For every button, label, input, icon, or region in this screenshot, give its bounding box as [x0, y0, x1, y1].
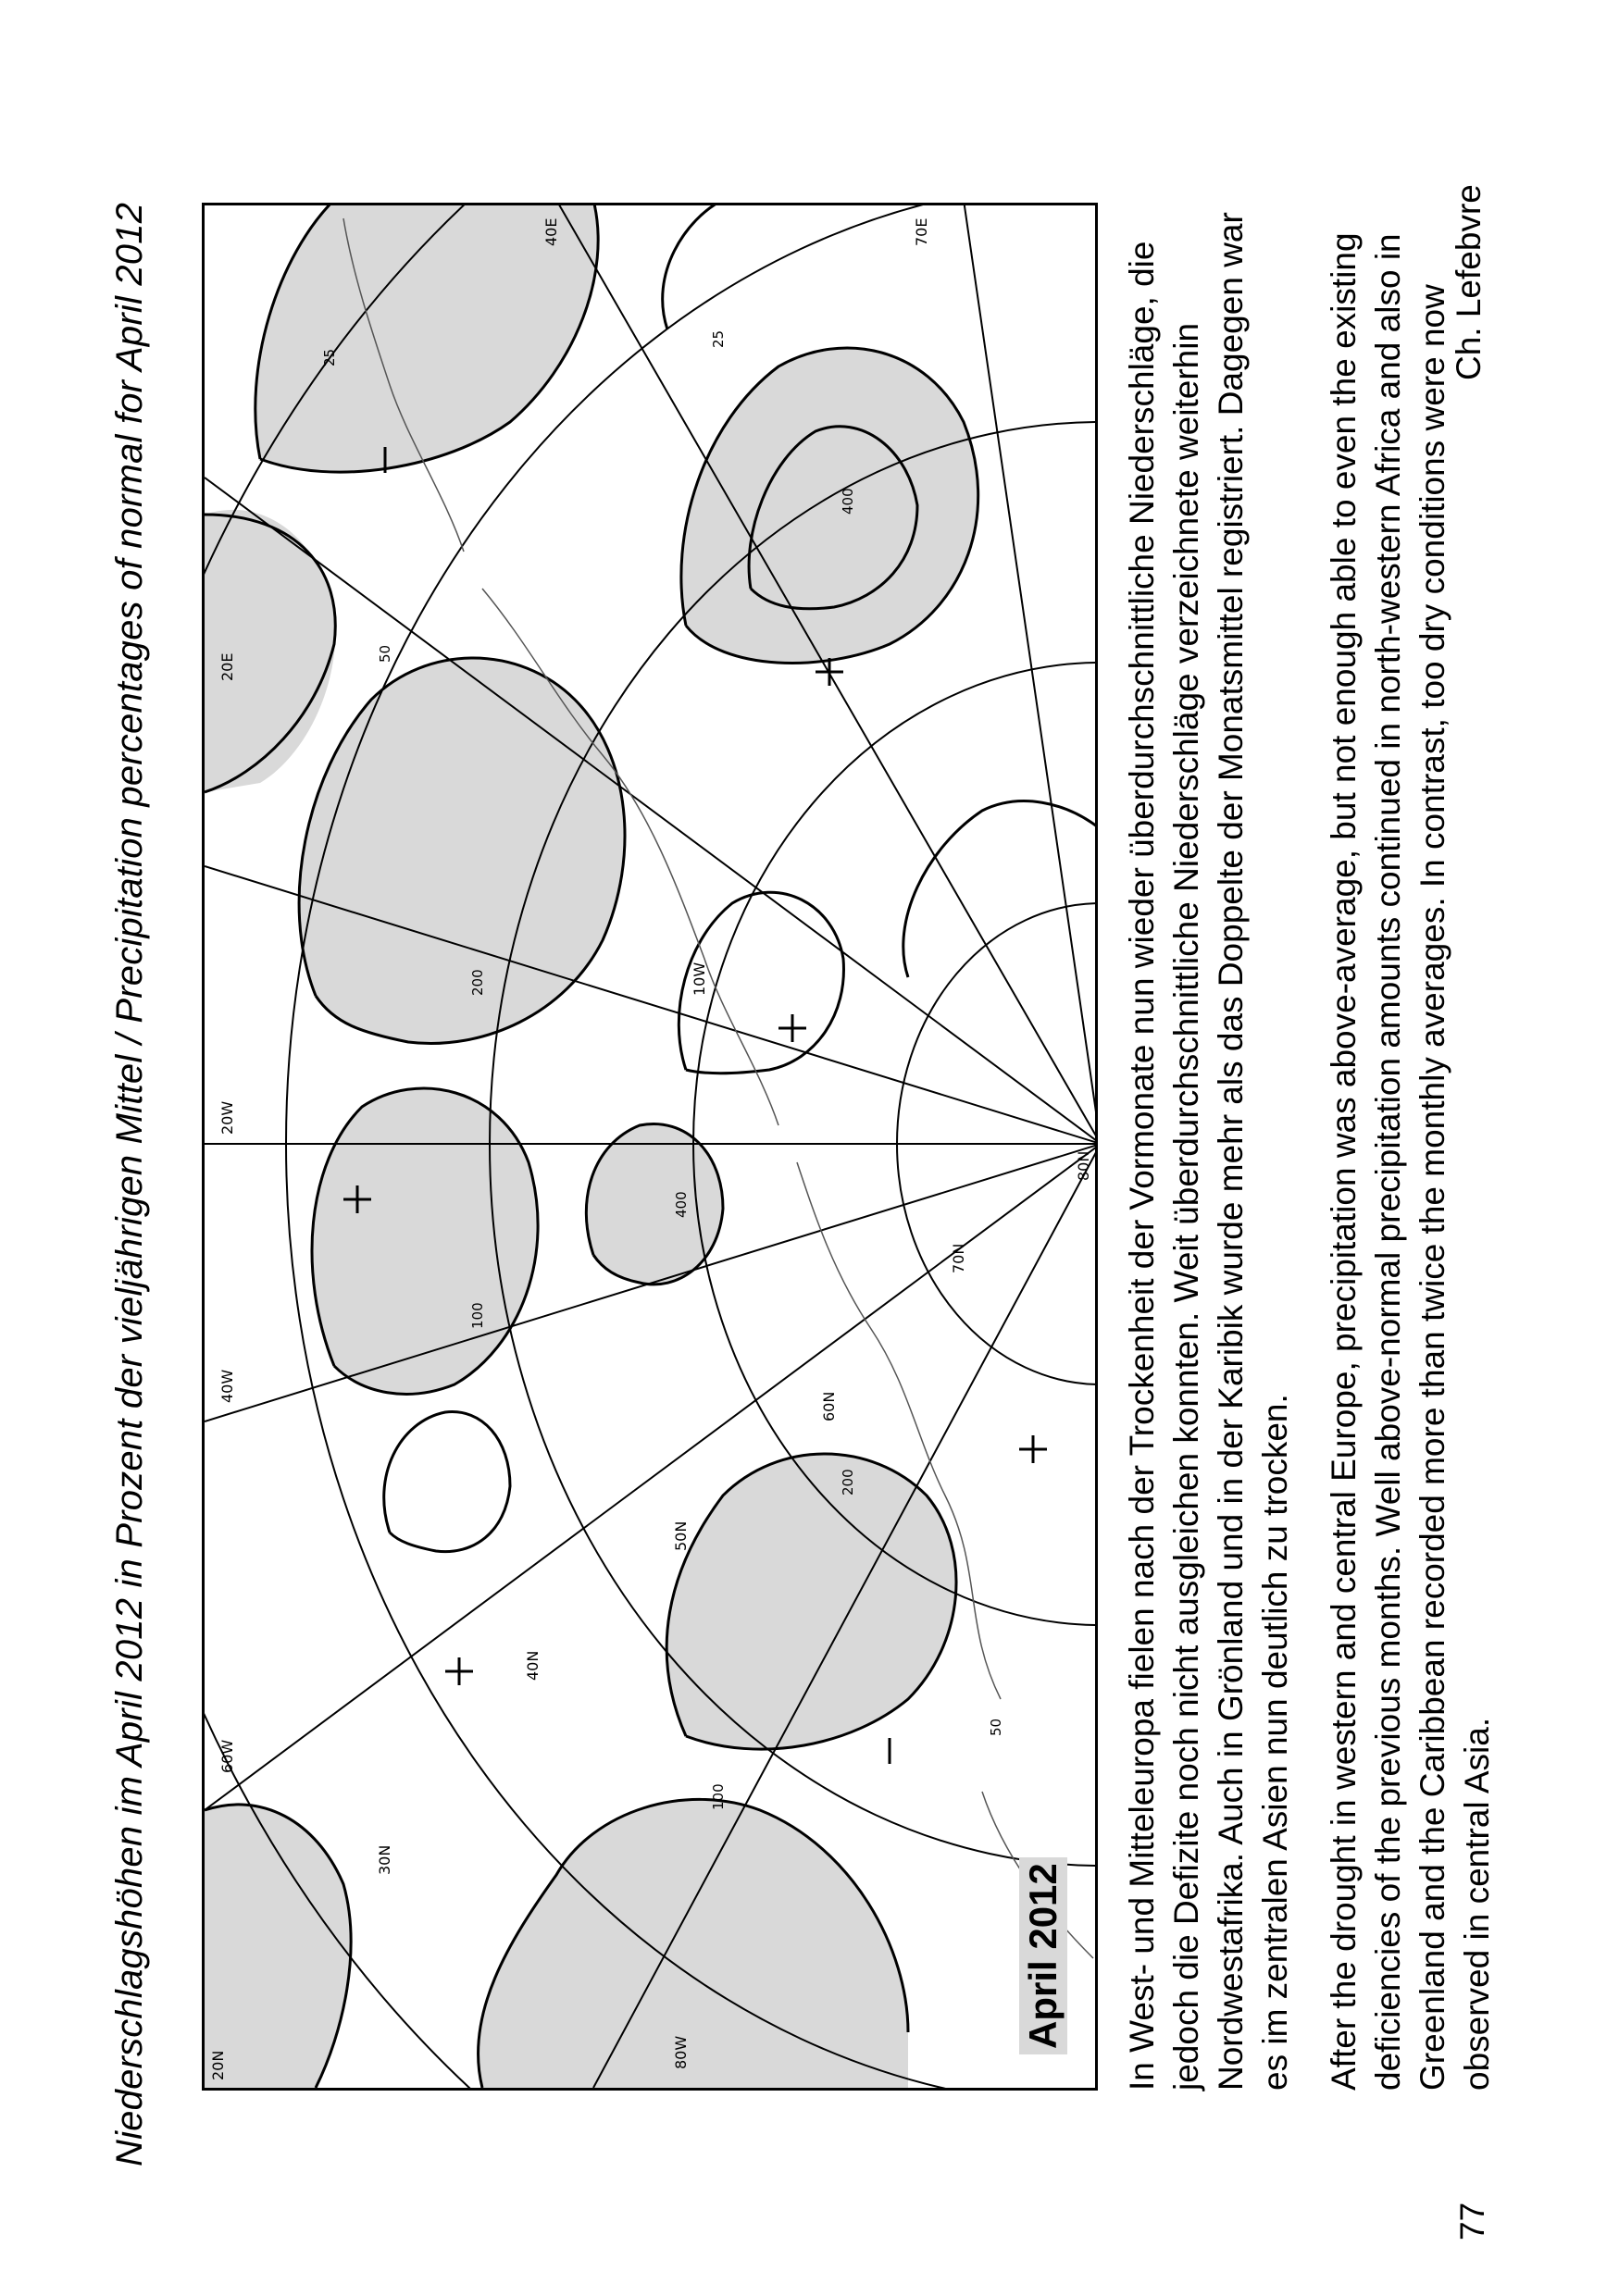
description-english: After the drought in western and central Europe, precipitation was above-average, but not enough able to even the existing deficiencies of the previous months. Well above-normal precipitation amounts continued in north-western Africa and also in Greenland and the Caribbean recorded more than twice the monthly averages. In contrast, too dry conditions were now observed in central Asia.	[1325, 232, 1496, 2091]
contour-label: 25	[321, 348, 338, 366]
longitude-label: 80W	[672, 2035, 690, 2069]
contour-label: 200	[469, 969, 486, 996]
description-german: In West- und Mitteleuropa fielen nach der Trockenheit der Vormonate nun wieder überdurchschnittliche Niederschläge, die jedoch die Defizite noch nicht ausgleichen konnten. Weit überdurchschnittliche Niederschläge verzeichnete weiterhin Nordwestafrika. Auch in Grönland und in der Karibik wurde mehr als das Doppelte der Monatsmittel registriert. Dagegen war es im zentralen Asien nun deutlich zu trocken.	[1123, 212, 1294, 2091]
contour-label: 200	[840, 1469, 856, 1496]
latitude-label: 80N	[1075, 1150, 1092, 1181]
shaded-region-siberia	[205, 510, 336, 792]
latitude-label: 70N	[950, 1243, 967, 1273]
author: Ch. Lefebvre	[1450, 184, 1488, 380]
latitude-label: 40N	[524, 1650, 542, 1681]
shaded-region-north-africa	[681, 348, 978, 663]
longitude-label: 60W	[218, 1739, 236, 1773]
shaded-regions	[205, 203, 978, 2088]
contour-label: 50	[988, 1718, 1004, 1736]
longitude-label: 40W	[218, 1369, 236, 1403]
map-date-label: April 2012	[1019, 1857, 1067, 2054]
contour-label: 100	[469, 1302, 486, 1329]
contour-label: 400	[840, 488, 856, 515]
latitude-label: 20N	[209, 2050, 227, 2080]
contour-line	[903, 801, 1098, 977]
map-svg	[205, 203, 1098, 2088]
contour-label: 100	[710, 1783, 727, 1810]
shaded-region-greenland	[312, 1088, 538, 1394]
latitude-label: 60N	[820, 1391, 838, 1421]
shaded-region-europe	[299, 658, 625, 1044]
plus-marker	[778, 1014, 806, 1042]
plus-marker	[1019, 1435, 1047, 1463]
longitude-label: 70E	[913, 217, 930, 246]
longitude-label: 20E	[218, 652, 236, 681]
precipitation-map	[202, 203, 1098, 2091]
contour-label: 400	[673, 1191, 690, 1218]
meridian-70E	[964, 203, 1098, 1144]
longitude-label: 40E	[542, 217, 560, 246]
contour-label: 25	[710, 329, 727, 348]
plus-marker	[445, 1657, 473, 1685]
page-title: Niederschlagshöhen im April 2012 in Prozent der vieljährigen Mittel / Precipitation percentages of normal for April 2012	[109, 202, 150, 2166]
longitude-label: 20W	[218, 1100, 236, 1135]
latitude-label: 30N	[376, 1844, 393, 1875]
page-number: 77	[1453, 2202, 1491, 2240]
shaded-region-pacific	[205, 1805, 351, 2088]
shaded-region-caribbean	[478, 1799, 908, 2088]
shaded-region-north-america-east	[666, 1454, 956, 1749]
contour-line	[384, 1412, 510, 1552]
latitude-label: 50N	[672, 1520, 690, 1551]
longitude-label: 10W	[691, 962, 708, 996]
contour-label: 50	[377, 644, 393, 663]
